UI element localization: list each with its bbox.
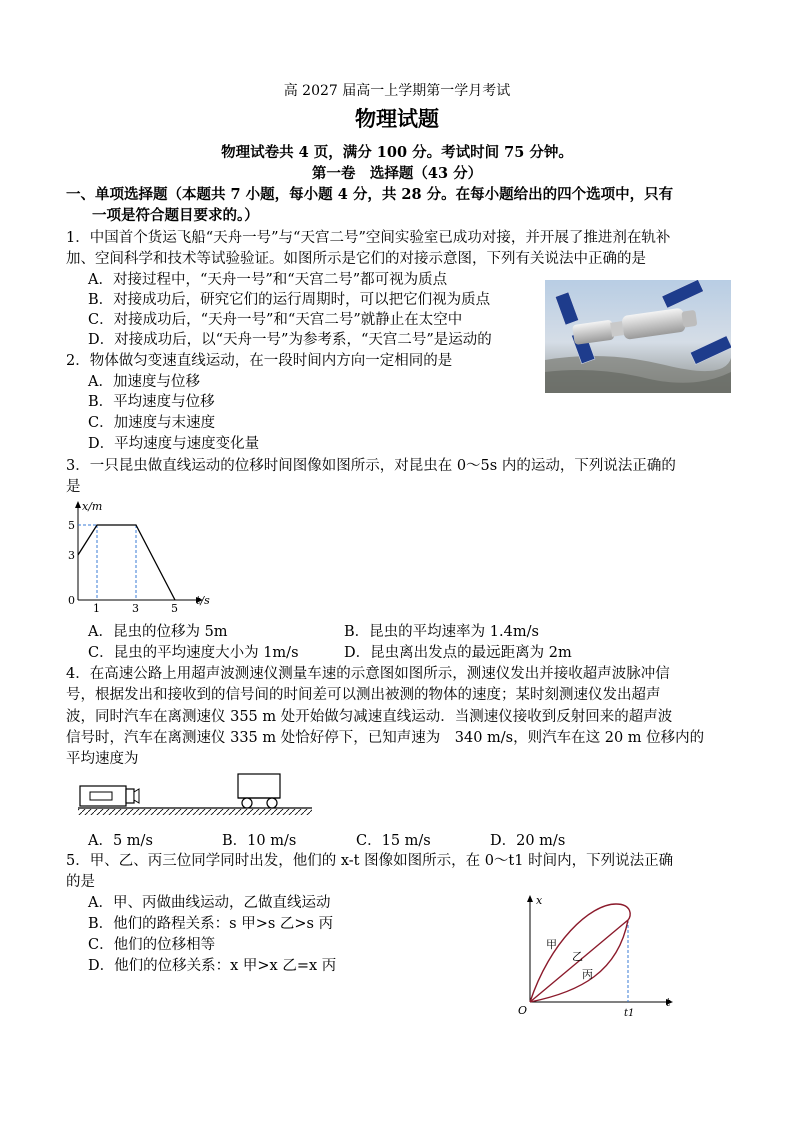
volume-title: 第一卷 选择题（43 分） <box>311 165 483 182</box>
q3-ytick-0: 0 <box>68 594 75 607</box>
q3-stem-line1: 3．一只昆虫做直线运动的位移时间图像如图所示，对昆虫在 0～5s 内的运动，下列说法正确的 <box>66 458 676 474</box>
q5-option-d: D．他们的位移关系：x 甲>x 乙=x 丙 <box>88 958 337 974</box>
q5-stem-line2: 的是 <box>66 874 95 890</box>
q4-stem-line3: 波，同时汽车在离测速仪 355 m 处开始做匀减速直线运动．当测速仪接收到反射回来的超声波 <box>66 709 673 725</box>
q1-option-b: B．对接成功后，研究它们的运行周期时，可以把它们视为质点 <box>88 292 491 308</box>
q3-xtick-1: 1 <box>93 602 100 615</box>
q3-xtick-5: 5 <box>171 602 178 615</box>
page-title: 物理试题 <box>355 106 439 131</box>
q5-label-yi: 乙 <box>572 950 583 963</box>
q3-option-a: A．昆虫的位移为 5m <box>88 624 228 640</box>
section-heading-line1: 一、单项选择题（本题共 7 小题，每小题 4 分，共 28 分。在每小题给出的四个选项中，只有 <box>66 186 674 203</box>
q5-xt-graph <box>510 892 685 1022</box>
q3-option-d: D．昆虫离出发点的最远距离为 2m <box>344 645 572 661</box>
q1-option-c: C．对接成功后，“天舟一号”和“天宫二号”就静止在太空中 <box>88 312 463 328</box>
q5-stem-line1: 5．甲、乙、丙三位同学同时出发，他们的 x-t 图像如图所示，在 0～t1 时间内，下列说法正确 <box>66 853 674 869</box>
q5-option-c: C．他们的位移相等 <box>88 937 216 953</box>
q3-xt-line <box>78 525 175 600</box>
q2-option-a: A．加速度与位移 <box>88 374 200 390</box>
q5-ylabel: x <box>536 894 543 907</box>
q1-option-a: A．对接过程中，“天舟一号”和“天宫二号”都可视为质点 <box>88 272 448 288</box>
q3-xt-graph <box>62 496 222 616</box>
q4-stem-line4: 信号时，汽车在离测速仪 335 m 处恰好停下，已知声速为 340 m/s，则汽车在这 20 m 位移内的 <box>66 730 705 746</box>
q5-xlabel: t <box>666 996 671 1009</box>
q3-option-c: C．昆虫的平均速度大小为 1m/s <box>88 645 299 661</box>
q4-stem-line1: 4．在高速公路上用超声波测速仪测量车速的示意图如图所示，测速仪发出并接收超声波脉冲信 <box>66 666 670 682</box>
q3-xlabel: t/s <box>196 594 210 607</box>
q2-option-b: B．平均速度与位移 <box>88 394 215 410</box>
q4-ultrasonic-diagram <box>76 770 316 818</box>
q3-ytick-5: 5 <box>68 519 75 532</box>
q4-stem-line2: 号，根据发出和接收到的信号间的时间差可以测出被测的物体的速度；某时刻测速仪发出超声 <box>66 687 661 703</box>
docking-illustration <box>545 280 731 393</box>
q1-option-d: D．对接成功后，以“天舟一号”为参考系，“天宫二号”是运动的 <box>88 332 492 348</box>
q3-xtick-3: 3 <box>132 602 139 615</box>
q2-option-d: D．平均速度与速度变化量 <box>88 436 260 452</box>
car-icon <box>238 774 280 808</box>
q5-label-bing: 丙 <box>582 968 593 981</box>
q3-ylabel: x/m <box>82 500 103 513</box>
q4-stem-line5: 平均速度为 <box>66 751 139 767</box>
q1-stem-line2: 加、空间科学和技术等试验验证。如图所示是它们的对接示意图，下列有关说法中正确的是 <box>66 251 646 267</box>
q3-ytick-3: 3 <box>68 549 75 562</box>
q5-origin: O <box>518 1004 528 1017</box>
q4-option-b: B．10 m/s <box>222 833 297 849</box>
q5-option-b: B．他们的路程关系：s 甲>s 乙>s 丙 <box>88 916 334 932</box>
exam-info: 物理试卷共 4 页，满分 100 分。考试时间 75 分钟。 <box>221 144 573 161</box>
q2-stem: 2．物体做匀变速直线运动，在一段时间内方向一定相同的是 <box>66 353 453 369</box>
q5-option-a: A．甲、丙做曲线运动，乙做直线运动 <box>88 895 331 911</box>
section-heading-line2: 一项是符合题目要求的。） <box>92 207 259 224</box>
exam-line: 高 2027 届高一上学期第一学月考试 <box>283 83 511 99</box>
q3-stem-line2: 是 <box>66 479 81 495</box>
q4-option-c: C．15 m/s <box>356 833 431 849</box>
q4-option-a: A．5 m/s <box>88 833 153 849</box>
q5-label-jia: 甲 <box>546 938 557 951</box>
q2-option-c: C．加速度与末速度 <box>88 415 216 431</box>
q4-option-d: D．20 m/s <box>490 833 566 849</box>
q1-stem-line1: 1．中国首个货运飞船“天舟一号”与“天宫二号”空间实验室已成功对接，并开展了推进剂在轨补 <box>66 230 671 246</box>
q3-option-b: B．昆虫的平均速率为 1.4m/s <box>344 624 539 640</box>
q5-t1-label: t1 <box>624 1008 635 1019</box>
speed-gun-icon <box>80 786 139 806</box>
